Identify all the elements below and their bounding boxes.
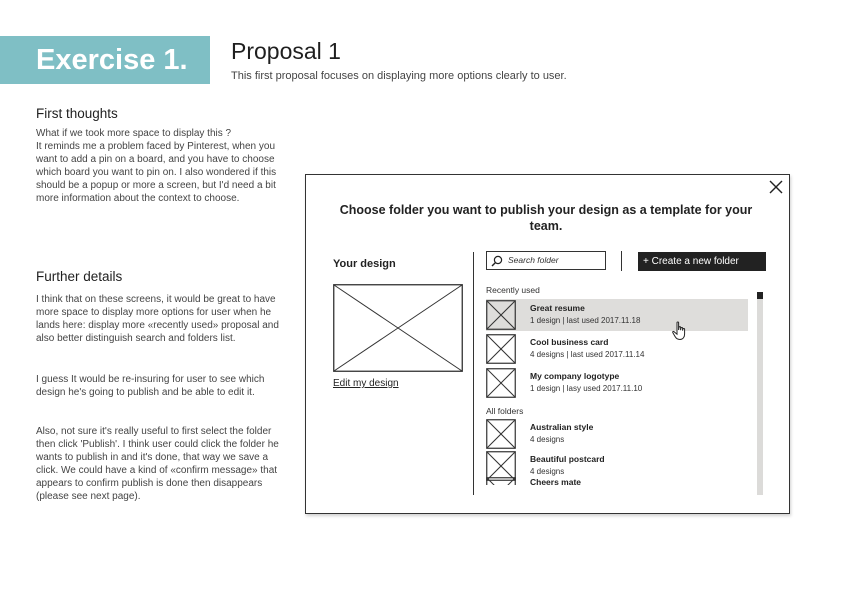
further-details-p1: I think that on these screens, it would be great to have more space to display more options for user when he lands here: display more «recently used» proposal and also better distinguish search and folders list.	[36, 294, 279, 344]
folder-meta: 4 designs	[530, 435, 565, 444]
design-preview-placeholder	[333, 284, 463, 372]
folder-name: My company logotype	[530, 371, 620, 381]
first-thoughts-body: What if we took more space to display this ? It reminds me a problem faced by Pinterest, when you want to add a pin on a board, and you have to choose which board you want to pin on. I also wondered if this should be a popup or more a screen, but I'd need a bit more information about the context to choose.	[36, 128, 277, 204]
create-folder-button[interactable]: + Create a new folder	[638, 252, 766, 271]
proposal-subtitle: This first proposal focuses on displaying more options clearly to user.	[231, 70, 567, 82]
folder-thumbnail	[486, 368, 516, 398]
scrollbar-thumb[interactable]	[757, 292, 763, 299]
folder-row-australian-style[interactable]	[486, 418, 748, 450]
toolbar-separator	[621, 251, 622, 271]
folder-thumbnail	[486, 300, 516, 330]
folder-thumbnail	[486, 419, 516, 449]
your-design-label: Your design	[333, 258, 396, 270]
folder-thumbnail	[486, 334, 516, 364]
proposal-title: Proposal 1	[231, 38, 341, 64]
further-details-p3: Also, not sure it's really useful to first select the folder then click 'Publish'. I think user could click the folder he wants to publish in and it's done, that way we save a click. We could have a kind of «confirm message» that appears to confirm publish is done then disappears (please see next page).	[36, 426, 279, 502]
dialog-title: Choose folder you want to publish your design as a template for your team.	[339, 203, 753, 233]
scrollbar-track[interactable]	[757, 292, 763, 495]
folder-name: Cheers mate	[530, 477, 582, 485]
close-icon[interactable]	[767, 178, 785, 196]
search-icon	[491, 255, 503, 267]
search-folder-input[interactable]	[486, 251, 606, 270]
folder-meta: 4 designs	[530, 467, 565, 476]
folder-row-great-resume[interactable]	[486, 299, 748, 331]
publish-dialog	[305, 174, 790, 514]
hand-cursor-icon	[671, 321, 689, 341]
folder-name: Australian style	[530, 422, 594, 432]
folder-row-cheers-mate[interactable]	[486, 477, 748, 485]
recently-used-label: Recently used	[486, 285, 540, 295]
edit-design-link[interactable]: Edit my design	[333, 378, 399, 389]
first-thoughts-heading: First thoughts	[36, 106, 118, 121]
further-details-heading: Further details	[36, 269, 123, 284]
column-divider	[473, 252, 474, 495]
exercise-title: Exercise 1.	[36, 44, 188, 76]
further-details-p2: I guess It would be re-insuring for user to see which design he's going to publish and be able to edit it.	[36, 374, 265, 398]
folder-name: Great resume	[530, 303, 585, 313]
folder-meta: 1 design | lasy used 2017.11.10	[530, 384, 643, 393]
folder-thumbnail	[486, 477, 516, 485]
folder-row-cool-business-card[interactable]	[486, 333, 748, 365]
folder-name: Cool business card	[530, 337, 609, 347]
folder-row-my-company-logotype[interactable]	[486, 367, 748, 399]
folder-meta: 1 design | last used 2017.11.18	[530, 316, 641, 325]
search-placeholder: Search folder	[508, 255, 559, 265]
all-folders-label: All folders	[486, 406, 524, 416]
folder-name: Beautiful postcard	[530, 454, 605, 464]
folder-meta: 4 designs | last used 2017.11.14	[530, 350, 645, 359]
